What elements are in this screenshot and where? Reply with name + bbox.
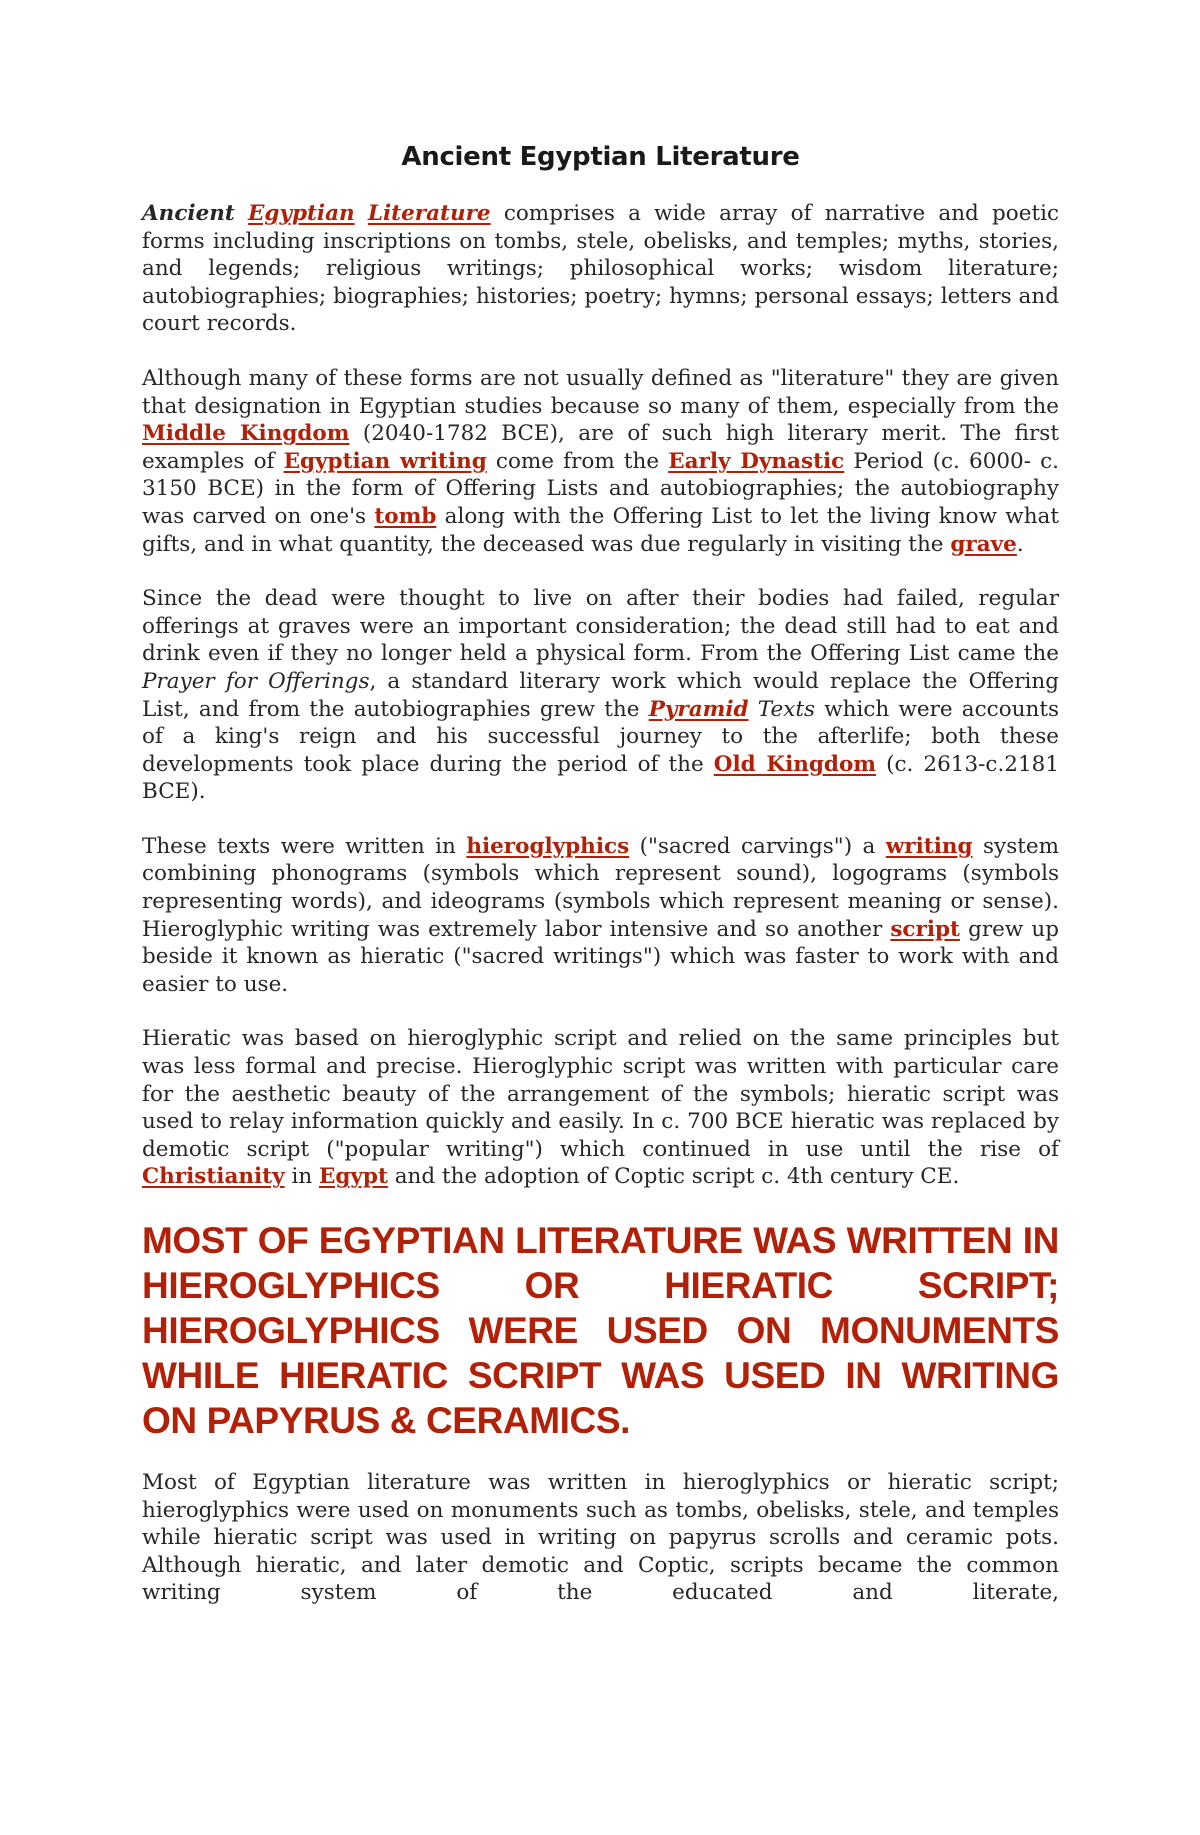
link-script[interactable]: script	[890, 916, 960, 942]
link-egyptian-writing[interactable]: Egyptian writing	[283, 448, 487, 474]
link-grave[interactable]: grave	[950, 531, 1017, 557]
paragraph-text: come from the	[486, 448, 669, 474]
paragraph-hieroglyphics	[142, 833, 1059, 999]
paragraph-text: Since the dead were thought to live on after their bodies had failed, regular offerings at graves were an important consideration; the dead still had to eat and drink even if they no longer held a physical form. From the Offering List came the	[142, 586, 1059, 667]
paragraph-text: Although many of these forms are not usually defined as "literature" they are given that designation in Egyptian studies because so many of them, especially from the	[142, 365, 1059, 419]
paragraph-text: Hieratic was based on hieroglyphic script and relied on the same principles but was less formal and precise. Hieroglyphic script was written with particular care for the aesthetic beauty of the arrangement of the symbols; hieratic script was used to relay information quickly and easily. In c. 700 BCE hieratic was replaced by demotic script ("popular writing") which continued in use until the rise of	[142, 1026, 1059, 1162]
paragraph-text: along with the Offering List to let the living know what gifts, and in what quantity, the deceased was due regularly in visiting the	[142, 503, 1059, 557]
link-old-kingdom[interactable]: Old Kingdom	[713, 751, 877, 777]
paragraph-text: (2040-1782 BCE), are of such high literary merit. The first examples of	[142, 421, 1059, 474]
document-page	[142, 142, 1059, 1607]
link-early-dynastic[interactable]: Early Dynastic	[668, 448, 845, 474]
paragraph-text: and the adoption of Coptic script c. 4th century CE.	[387, 1164, 960, 1190]
paragraph-text: in	[284, 1164, 320, 1190]
paragraph-text: which were accounts of a king's reign and his successful journey to the afterlife; both these developments took place during the period of the	[142, 696, 1060, 777]
link-christianity[interactable]: Christianity	[142, 1164, 285, 1190]
paragraph-scripts-usage: Most of Egyptian literature was written in hieroglyphics or hieratic script; hieroglyphics were used on monuments such as tombs, obelisks, stele, and temples while hieratic script was used in writing on papyrus scrolls and ceramic pots. Although hieratic, and later demotic and Coptic, scripts became the common writing system of the educated and literate,	[142, 1470, 1059, 1606]
paragraph-text: ("sacred carvings") a	[629, 833, 886, 859]
link-middle-kingdom[interactable]: Middle Kingdom	[142, 421, 350, 447]
link-tomb[interactable]: tomb	[374, 503, 437, 529]
paragraph-intro	[142, 200, 1059, 338]
paragraph-text: , a standard literary work which would replace the Offering List, and from the autobiographies grew the	[142, 668, 1059, 722]
paragraph-text: grew up beside it known as hieratic ("sacred writings") which was faster to work with and easier to use.	[142, 916, 1059, 997]
paragraph-offerings	[142, 585, 1059, 806]
link-egyptian[interactable]: Egyptian	[248, 201, 355, 226]
page-title: Ancient Egyptian Literature	[401, 142, 800, 172]
paragraph-text: .	[1016, 531, 1024, 557]
link-writing[interactable]: writing	[885, 833, 973, 859]
link-literature[interactable]: Literature	[367, 201, 491, 226]
paragraph-text: system combining phonograms (symbols which represent sound), logograms (symbols representing words), and ideograms (symbols which represent meaning or sense). Hieroglyphic writing was extremely labor intensive and so another	[142, 833, 1059, 942]
lead-word: Ancient	[142, 201, 235, 226]
link-egypt[interactable]: Egypt	[319, 1164, 388, 1190]
italic-title: Texts	[748, 696, 815, 722]
paragraph-text: Period (c. 6000- c. 3150 BCE) in the form of Offering Lists and autobiographies; the autobiography was carved on one's	[142, 448, 1060, 529]
link-pyramid[interactable]: Pyramid	[648, 696, 749, 722]
paragraph-text: comprises a wide array of narrative and poetic forms including inscriptions on tombs, stele, obelisks, and temples; myths, stories, and legends; religious writings; philosophical works; wisdom literature; autobiographies; biographies; histories; poetry; hymns; personal essays; letters and court records.	[142, 201, 1060, 337]
italic-title: Prayer for Offerings	[142, 668, 370, 694]
paragraph-text: These texts were written in	[142, 833, 467, 859]
paragraph-literature-definition	[142, 365, 1059, 558]
paragraph-text: (c. 2613-c.2181 BCE).	[142, 751, 1059, 805]
link-hieroglyphics[interactable]: hieroglyphics	[466, 833, 630, 859]
pull-quote: MOST OF EGYPTIAN LITERATURE WAS WRITTEN IN HIEROGLYPHICS OR HIERATIC SCRIPT; HIEROGLYPHICS WERE USED ON MONUMENTS WHILE HIERATIC SCRIPT WAS USED IN WRITING ON PAPYRUS & CERAMICS.	[142, 1220, 1059, 1441]
paragraph-hieratic	[142, 1025, 1059, 1191]
